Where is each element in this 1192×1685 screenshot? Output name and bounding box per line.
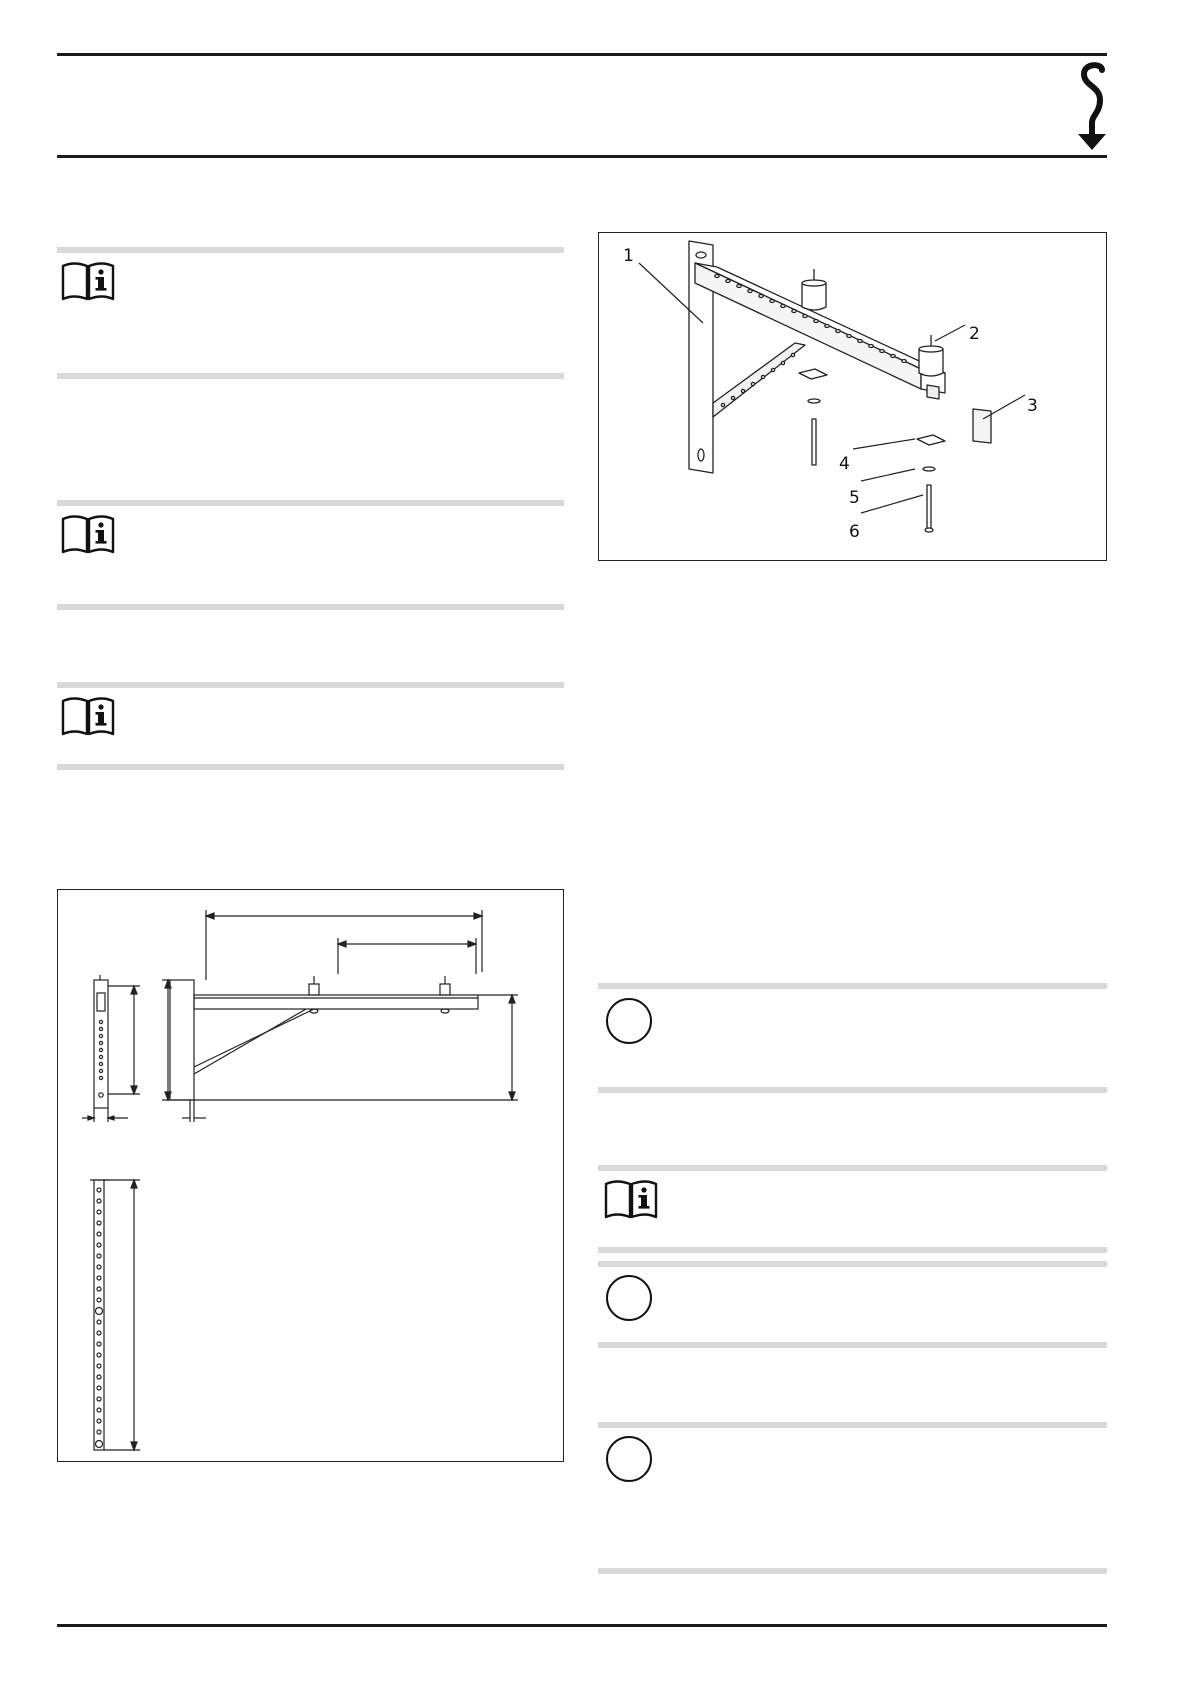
dimension-drawing-frame: [57, 889, 564, 1462]
exploded-view-frame: [598, 232, 1107, 561]
damper-left: [802, 269, 826, 310]
dimension-drawing: [58, 890, 563, 1461]
caution-3-bottom-bar: [598, 1568, 1107, 1574]
bracket-front-view: [170, 980, 194, 1100]
note-3-top-bar: [57, 682, 564, 688]
callout-6: 6: [849, 522, 860, 542]
clip-right: [917, 435, 945, 445]
caution-circle-icon: [606, 998, 652, 1044]
note-2-bottom-bar: [57, 604, 564, 610]
bracket-arm-front-view: [194, 995, 478, 1009]
note-3-bottom-bar: [57, 764, 564, 770]
caution-2-top-bar: [598, 1261, 1107, 1267]
caution-3-top-bar: [598, 1422, 1107, 1428]
header-top-rule: [57, 53, 1107, 56]
caution-2-bottom-bar: [598, 1342, 1107, 1348]
end-cap: [973, 409, 991, 443]
book-info-icon: [60, 513, 116, 555]
damper-right: [919, 335, 943, 376]
note-1-bottom-bar: [57, 373, 564, 379]
callout-3: 3: [1027, 396, 1038, 416]
caution-1-bottom-bar: [598, 1087, 1107, 1093]
clip-left: [799, 369, 827, 379]
caution-circle-icon: [606, 1275, 652, 1321]
exploded-view-drawing: [599, 233, 1106, 560]
footer-rule: [57, 1624, 1107, 1627]
note-1-top-bar: [57, 247, 564, 253]
note-4-bottom-bar: [598, 1247, 1107, 1253]
book-info-icon: [603, 1178, 659, 1220]
bracket-strut-front-view: [194, 1009, 314, 1067]
bolt-right: [927, 485, 931, 529]
brand-logo: [1074, 60, 1110, 154]
caution-1-top-bar: [598, 983, 1107, 989]
callout-1: 1: [623, 246, 634, 266]
header-bottom-rule: [57, 155, 1107, 158]
callout-5: 5: [849, 488, 860, 508]
callout-2: 2: [969, 324, 980, 344]
book-info-icon: [60, 260, 116, 302]
support-arm: [695, 263, 945, 373]
caution-circle-icon: [606, 1436, 652, 1482]
callout-4: 4: [839, 454, 850, 474]
note-2-top-bar: [57, 500, 564, 506]
note-4-top-bar: [598, 1165, 1107, 1171]
book-info-icon: [60, 695, 116, 737]
